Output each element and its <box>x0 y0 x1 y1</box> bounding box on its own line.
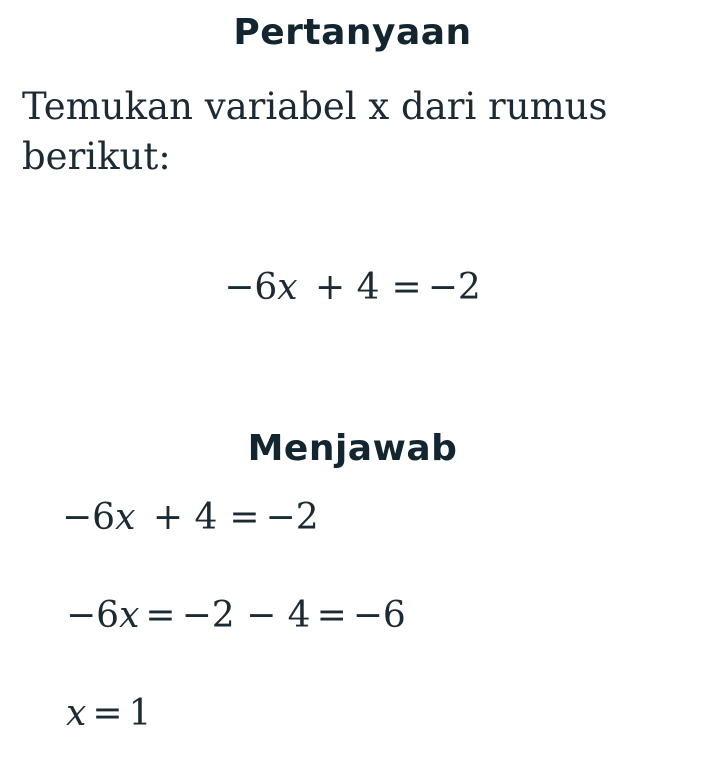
step2-rhs: −6 <box>352 595 406 636</box>
equation-rhs: −2 <box>427 267 481 308</box>
equation-coefficient: −6 <box>224 267 278 308</box>
step3-rhs: 1 <box>128 693 152 734</box>
solution-step-3 <box>66 692 151 736</box>
step1-rest: + 4 <box>152 497 218 538</box>
solution-step-1 <box>62 496 319 540</box>
question-equation <box>0 266 705 310</box>
step1-coefficient: −6 <box>62 497 116 538</box>
question-heading: Pertanyaan <box>233 12 472 53</box>
step2-variable: x <box>119 595 140 636</box>
equation-equals: = <box>391 267 422 308</box>
step3-equals: = <box>92 693 123 734</box>
step3-variable: x <box>66 693 87 734</box>
step2-middle: −2 − 4 <box>181 595 311 636</box>
step1-rhs: −2 <box>265 497 319 538</box>
step2-coefficient: −6 <box>66 595 120 636</box>
answer-heading: Menjawab <box>247 428 458 469</box>
step1-equals: = <box>229 497 260 538</box>
question-text: Temukan variabel x dari rumus berikut: <box>22 85 608 178</box>
equation-lhs-rest: + 4 <box>315 267 380 308</box>
solution-step-2 <box>66 594 406 638</box>
equation-variable: x <box>277 267 298 308</box>
step1-variable: x <box>115 497 136 538</box>
step2-equals-2: = <box>316 595 347 636</box>
step2-equals-1: = <box>145 595 176 636</box>
